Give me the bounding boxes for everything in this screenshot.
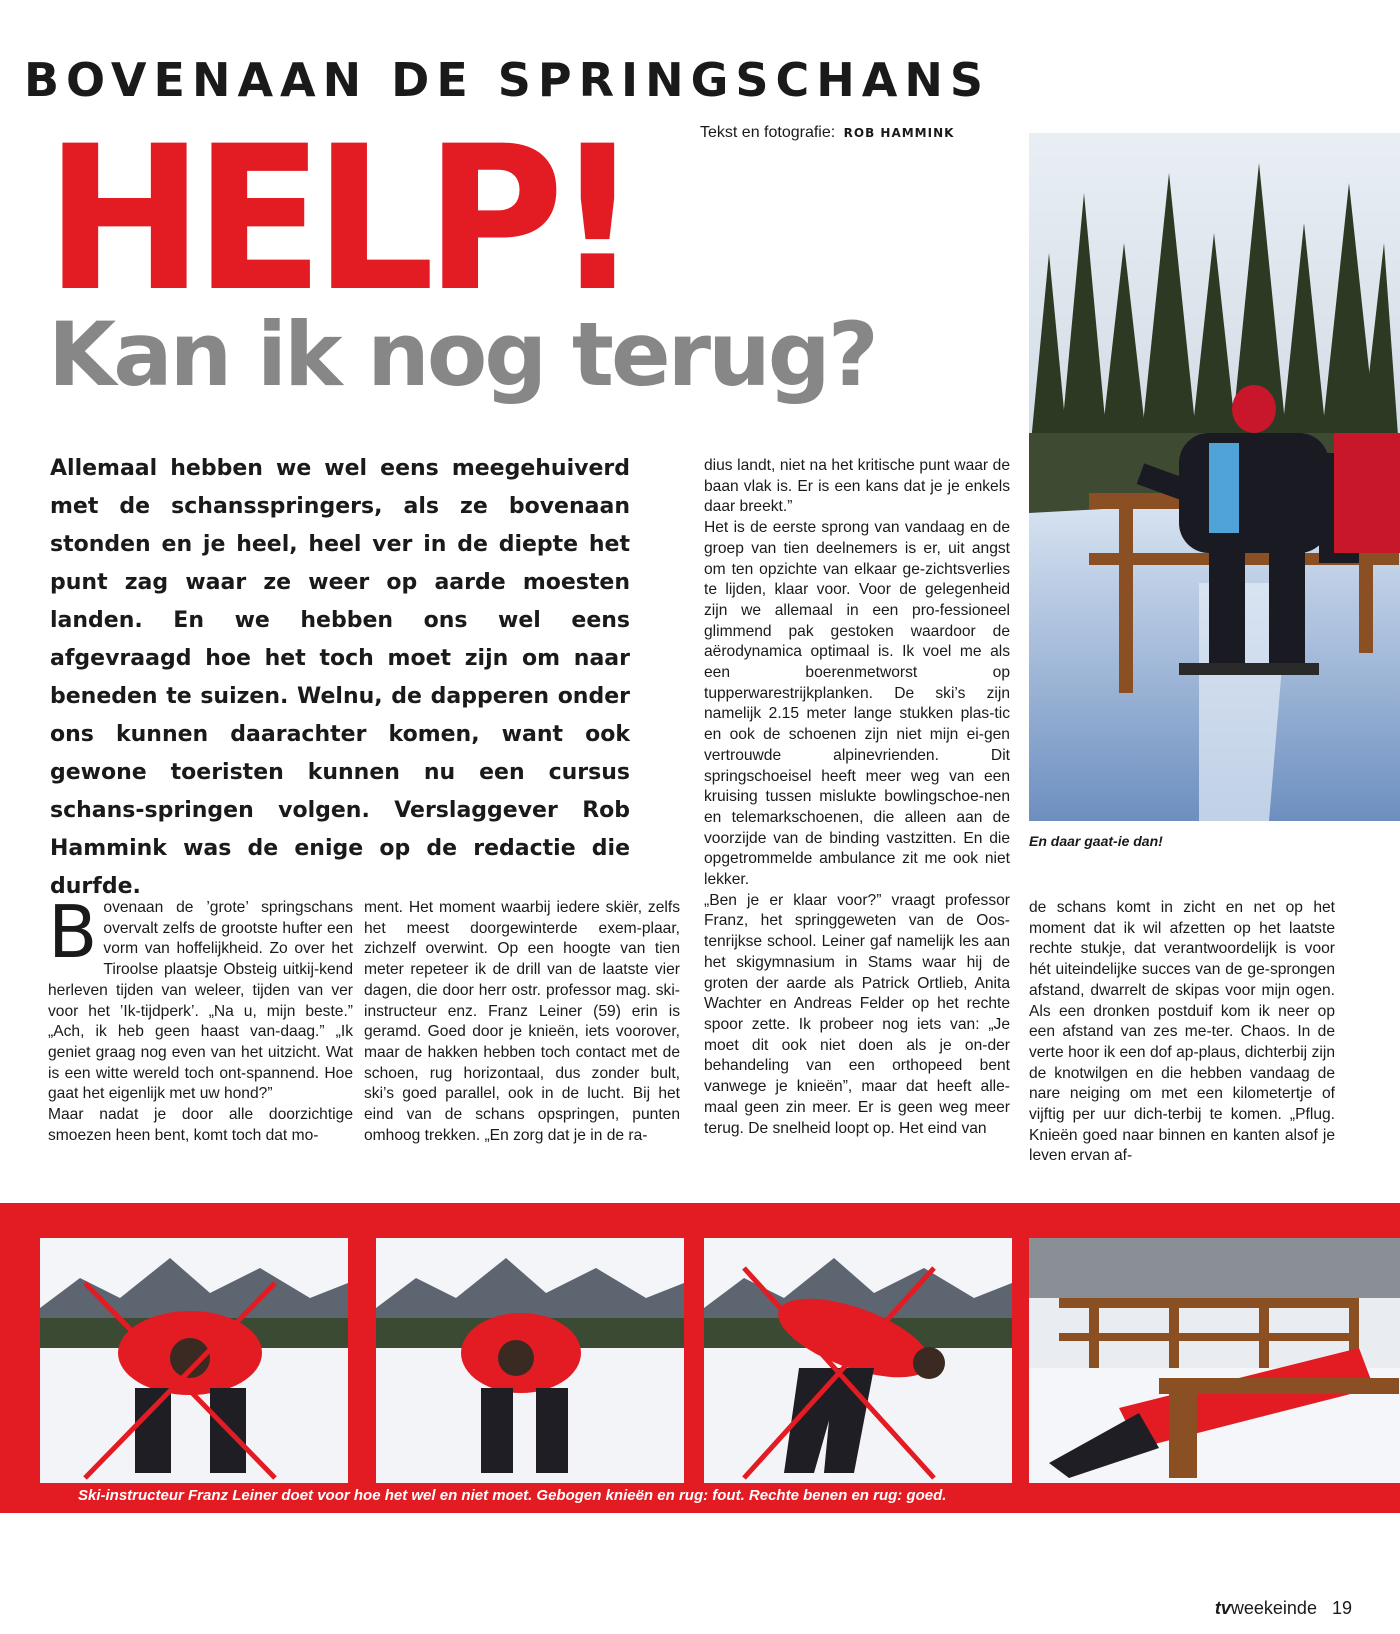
body-paragraph: dius landt, niet na het kritische punt waar de baan vlak is. Er is een kans dat je je enkels daar breekt.” <box>704 457 1010 516</box>
body-paragraph: Het is de eerste sprong van vandaag en de groep van tien deelnemers is er, uit angst om ten opzichte van elkaar ge-zichtsverlies te lijden, klaar voor. Voor de gelegenheid zijn we allemaal in een pro-fessioneel glimmend pak gestoken waardoor de aërodynamica optimaal is. Ik voel me als een boerenmetworst op tupperwarestrijkplanken. De ski’s zijn namelijk 2.15 meter lange stukken plas-tic en ook de schoenen zijn niet mijn ei-gen vertrouwde alpinevrienden. Dit springschoeisel heeft meer weg van een kruising tussen mislukte bowlingschoe-nen en telemarkschoenen, die alleen aan de voorzijde van de binding vastzitten. En die opgetrommelde ambulance zit me ook niet lekker. <box>704 519 1010 889</box>
body-column-3 <box>704 456 1010 1139</box>
credit-name: ROB HAMMINK <box>843 126 955 140</box>
strip-caption: Ski-instructeur Franz Leiner doet voor hoe het wel en niet moet. Gebogen knieën en rug: fout. Rechte benen en rug: goed. <box>78 1487 947 1504</box>
body-paragraph: Maar nadat je door alle doorzichtige smoezen heen bent, komt toch dat mo- <box>48 1106 353 1144</box>
page-footer <box>1215 1598 1352 1619</box>
demo-photo-2 <box>376 1238 684 1483</box>
body-paragraph: „Ben je er klaar voor?” vraagt professor Franz, het springgeweten van de Oos-tenrijkse school. Leiner gaf namelijk les aan het skigymnasium in Stams waar hij de groten der aarde als Patrick Ortlieb, Anita Wachter en Andreas Felder op het rechte spoor zette. Ik probeer nog iets van: „Je moet dit ook niet doen als je on-der behandeling van een orthopeed bent vanwege je knieën”, maar dat heeft alle-maal geen zin meer. Er is geen weg meer terug. De snelheid loopt op. Het eind van <box>704 891 1010 1137</box>
photo-strip <box>0 1203 1400 1513</box>
magazine-brand-name: weekeinde <box>1230 1598 1317 1618</box>
body-column-4 <box>1029 898 1335 1167</box>
intro-paragraph: Allemaal hebben we wel eens meegehuiverd met de schansspringers, als ze bovenaan stonden en je heel, heel ver in de diepte het punt zag waar ze weer op aarde moesten landen. En we hebben ons wel eens afgevraagd hoe het toch moet zijn om naar beneden te suizen. Welnu, de dapperen onder ons kunnen daarachter komen, want ook gewone toeristen kunnen nu een cursus schans-springen volgen. Verslaggever Rob Hammink was de enige op de redactie die durfde. <box>50 456 630 899</box>
drop-cap: B <box>48 890 98 974</box>
demo-photo-3 <box>704 1238 1012 1483</box>
page-number: 19 <box>1331 1598 1352 1618</box>
credit-label: Tekst en fotografie: <box>700 124 836 141</box>
magazine-brand-tv: tv <box>1214 1598 1231 1618</box>
headline: HELP! <box>45 103 631 336</box>
body-paragraph: ovenaan de ’grote’ springschans overvalt zelfs de grootste hufter een vorm van hoffelijkheid. Zo over het Tiroolse plaatsje Obsteig uitkij-kend herleven tijden van weleer, tijden van ver voor het ’Ik-tijdperk’. „Na u, mijn beste.” „Ach, ik heb geen haast van-daag.” „Ik geniet graag nog even van het uitzicht. Wat is een witte wereld toch ont-spannend. Hoe gaat het eigenlijk met uw hond?” <box>48 899 353 1103</box>
subheadline: Kan ik nog terug? <box>48 303 876 406</box>
photo-credit <box>700 124 954 142</box>
body-paragraph: de schans komt in zicht en net op het moment dat ik wil afzetten op het laatste rechte stukje, dat verantwoordelijk is voor hét uiteindelijke succes van de ge-sprongen afstand, dwarrelt de skipas voor mijn ogen. Als een dronken postduif kom ik neer op een afstand van zes me-ter. Chaos. In de verte hoor ik een dof ap-plaus, dichterbij zijn de knotwilgen en die hebben vandaag de nare neiging om met een kilometertje of vijftig per uur dich-terbij te komen. „Pflug. Knieën goed naar binnen en kanten alsof je leven ervan af- <box>1029 899 1335 1165</box>
hero-photo <box>1029 133 1400 821</box>
body-column-2 <box>364 898 680 1146</box>
article-kicker: BOVENAAN DE SPRINGSCHANS <box>24 53 991 107</box>
hero-caption: En daar gaat-ie dan! <box>1029 833 1163 849</box>
body-column-1 <box>48 890 353 1146</box>
demo-photo-1 <box>40 1238 348 1483</box>
demo-photo-4 <box>1029 1238 1400 1483</box>
body-paragraph: ment. Het moment waarbij iedere skiër, zelfs het meest doorgewinterde exem-plaar, zichzelf overwint. Op een hoogte van tien meter repeteer ik de drill van de laatste vier dagen, die door herr ostr. professor mag. ski-instructeur enz. Franz Leiner (59) erin is geramd. Goed door je knieën, iets voorover, maar de hakken hebben toch contact met de schoen, rug horizontaal, dus zonder bult, ski’s goed parallel, ook in de lucht. Bij het eind van de schans opspringen, punten omhoog trekken. „En zorg dat je in de ra- <box>364 899 680 1144</box>
